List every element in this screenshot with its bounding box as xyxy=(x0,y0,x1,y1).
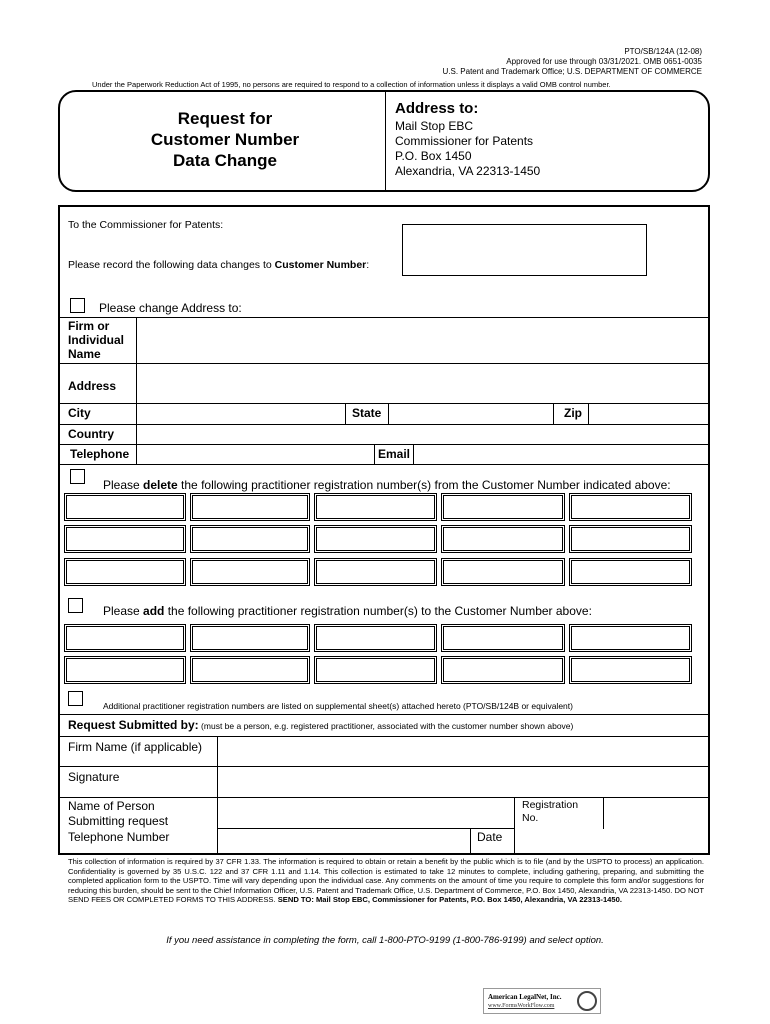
divider xyxy=(374,444,375,464)
to-commissioner-text: To the Commissioner for Patents: xyxy=(68,219,224,231)
date-field[interactable] xyxy=(515,829,707,853)
email-label: Email xyxy=(378,447,411,461)
registration-number-field[interactable] xyxy=(441,624,565,652)
add-pre: Please xyxy=(103,604,144,618)
record-bold: Customer Number xyxy=(274,259,367,271)
registration-number-field[interactable] xyxy=(441,525,565,553)
paperwork-notice: Under the Paperwork Reduction Act of 1995, no persons are required to respond to a collection of information unless it displays a valid OMB control number. xyxy=(92,80,611,89)
divider xyxy=(470,828,471,855)
additional-sheets-checkbox[interactable] xyxy=(68,691,83,706)
registration-number-field[interactable] xyxy=(569,656,692,684)
firm-label-line: Individual xyxy=(68,333,125,347)
address-label: Address xyxy=(68,379,117,393)
state-label: State xyxy=(352,406,382,420)
change-address-label: Please change Address to: xyxy=(99,301,242,315)
date-label: Date xyxy=(477,830,503,844)
title-line-2: Customer Number xyxy=(150,130,300,149)
signature-label: Signature xyxy=(68,770,120,784)
name-of-person-field[interactable] xyxy=(218,798,513,826)
name-of-person-label xyxy=(68,799,168,829)
delete-checkbox[interactable] xyxy=(70,469,85,484)
record-suffix: : xyxy=(366,259,370,271)
country-label: Country xyxy=(68,427,114,441)
firm-name-label xyxy=(68,319,124,361)
form-number: PTO/SB/124A (12-08) xyxy=(624,47,702,56)
registration-number-field[interactable] xyxy=(569,558,692,586)
add-label xyxy=(103,604,592,618)
submitted-by-heading xyxy=(68,718,573,732)
registration-number-field[interactable] xyxy=(441,656,565,684)
logo-name: American LegalNet, Inc. xyxy=(488,993,562,1001)
reg-label-line: No. xyxy=(522,812,539,824)
delete-post: the following practitioner registration number(s) from the Customer Number indicated above: xyxy=(177,478,671,492)
city-label: City xyxy=(68,406,91,420)
assistance-text: If you need assistance in completing the form, call 1-800-PTO-9199 (1-800-786-9199) and select option. xyxy=(166,935,604,946)
burden-body: This collection of information is required by 37 CFR 1.33. The information is required to obtain or retain a benefit by the public which is to file (and by the USPTO to process) an application. Confidentiality is governed by 35 U.S.C. 122 and 37 CFR 1.11 and 1.14. This collection is estimated to take 12 minutes to complete, including gathering, preparing, and submitting the completed application form to the USPTO. Time will vary depending upon the individual case. Any comments on the amount of time you require to complete this form and/or suggestions for reducing this burden, should be sent to the Chief Information Officer, U.S. Patent and Trademark Office, U.S. Department of Commerce, P.O. Box 1450, Alexandria, VA 22313-1450. DO NOT SEND FEES OR COMPLETED FORMS TO THIS ADDRESS. xyxy=(68,857,704,905)
address-line: P.O. Box 1450 xyxy=(395,149,472,163)
registration-number-field[interactable] xyxy=(64,525,186,553)
name-label-line: Submitting request xyxy=(68,814,169,828)
firm-name-applicable-label: Firm Name (if applicable) xyxy=(68,740,203,754)
office-text: U.S. Patent and Trademark Office; U.S. DEPARTMENT OF COMMERCE xyxy=(442,67,702,76)
add-bold: add xyxy=(143,604,165,618)
submitted-note: (must be a person, e.g. registered practitioner, associated with the customer number shown above) xyxy=(198,721,574,731)
city-field[interactable] xyxy=(137,404,345,423)
registration-no-label xyxy=(522,799,578,825)
globe-icon xyxy=(577,991,597,1011)
logo-url[interactable]: www.FormsWorkFlow.com xyxy=(488,1003,555,1009)
approval-text: Approved for use through 03/31/2021. OMB 0651-0035 xyxy=(506,57,702,66)
change-address-checkbox[interactable] xyxy=(70,298,85,313)
email-field[interactable] xyxy=(414,445,707,463)
firm-label-line: Firm or xyxy=(68,319,110,333)
registration-number-field[interactable] xyxy=(190,656,310,684)
address-line: Mail Stop EBC xyxy=(395,119,474,133)
delete-label xyxy=(103,478,671,492)
burden-statement xyxy=(68,857,704,905)
form-title xyxy=(120,108,330,171)
registration-number-field[interactable] xyxy=(441,493,565,521)
address-heading: Address to: xyxy=(395,100,479,117)
customer-number-field[interactable] xyxy=(402,224,647,276)
additional-sheets-label: Additional practitioner registration numbers are listed on supplemental sheet(s) attached hereto (PTO/SB/124B or equivalent) xyxy=(103,701,573,711)
firm-name-field[interactable] xyxy=(137,318,707,362)
registration-number-field[interactable] xyxy=(190,558,310,586)
send-to-text: SEND TO: Mail Stop EBC, Commissioner for Patents, P.O. Box 1450, Alexandria, VA 22313-1450. xyxy=(277,895,622,905)
registration-number-field[interactable] xyxy=(314,656,437,684)
delete-bold: delete xyxy=(143,478,178,492)
registration-number-field[interactable] xyxy=(314,525,437,553)
registration-number-field[interactable] xyxy=(64,558,186,586)
telephone-field[interactable] xyxy=(137,445,374,463)
registration-number-field[interactable] xyxy=(64,624,186,652)
add-checkbox[interactable] xyxy=(68,598,83,613)
submitted-bold: Request Submitted by: xyxy=(68,718,199,732)
submitter-firm-field[interactable] xyxy=(218,737,707,765)
registration-number-field[interactable] xyxy=(314,493,437,521)
divider xyxy=(60,464,708,465)
submitter-telephone-field[interactable] xyxy=(218,829,470,853)
add-post: the following practitioner registration number(s) to the Customer Number above: xyxy=(164,604,592,618)
registration-number-field[interactable] xyxy=(190,624,310,652)
zip-label: Zip xyxy=(564,406,582,420)
registration-number-field[interactable] xyxy=(314,624,437,652)
registration-number-field[interactable] xyxy=(64,656,186,684)
name-label-line: Name of Person xyxy=(68,799,155,813)
registration-number-field[interactable] xyxy=(569,525,692,553)
state-field[interactable] xyxy=(389,404,553,423)
reg-label-line: Registration xyxy=(522,799,579,811)
registration-number-field[interactable] xyxy=(190,525,310,553)
registration-no-field[interactable] xyxy=(604,798,707,828)
delete-pre: Please xyxy=(103,478,144,492)
title-divider xyxy=(385,92,386,190)
registration-number-field[interactable] xyxy=(569,493,692,521)
title-line-3: Data Change xyxy=(173,151,277,170)
registration-number-field[interactable] xyxy=(314,558,437,586)
registration-number-field[interactable] xyxy=(64,493,186,521)
title-line-1: Request for xyxy=(177,109,273,128)
registration-number-field[interactable] xyxy=(569,624,692,652)
publisher-logo xyxy=(483,988,601,1014)
divider xyxy=(60,714,708,715)
telephone-number-label: Telephone Number xyxy=(68,830,170,844)
address-line: Commissioner for Patents xyxy=(395,134,534,148)
zip-field[interactable] xyxy=(589,404,707,423)
record-prefix: Please record the following data changes to xyxy=(68,259,275,271)
firm-label-line: Name xyxy=(68,347,101,361)
record-changes-text xyxy=(68,259,369,271)
divider xyxy=(553,403,554,424)
address-field[interactable] xyxy=(137,364,707,402)
divider xyxy=(136,317,137,464)
divider xyxy=(217,736,218,855)
telephone-label: Telephone xyxy=(70,447,130,461)
address-line: Alexandria, VA 22313-1450 xyxy=(395,164,541,178)
divider xyxy=(345,403,346,424)
registration-number-field[interactable] xyxy=(190,493,310,521)
country-field[interactable] xyxy=(137,425,707,443)
registration-number-field[interactable] xyxy=(441,558,565,586)
signature-field[interactable] xyxy=(218,767,707,796)
